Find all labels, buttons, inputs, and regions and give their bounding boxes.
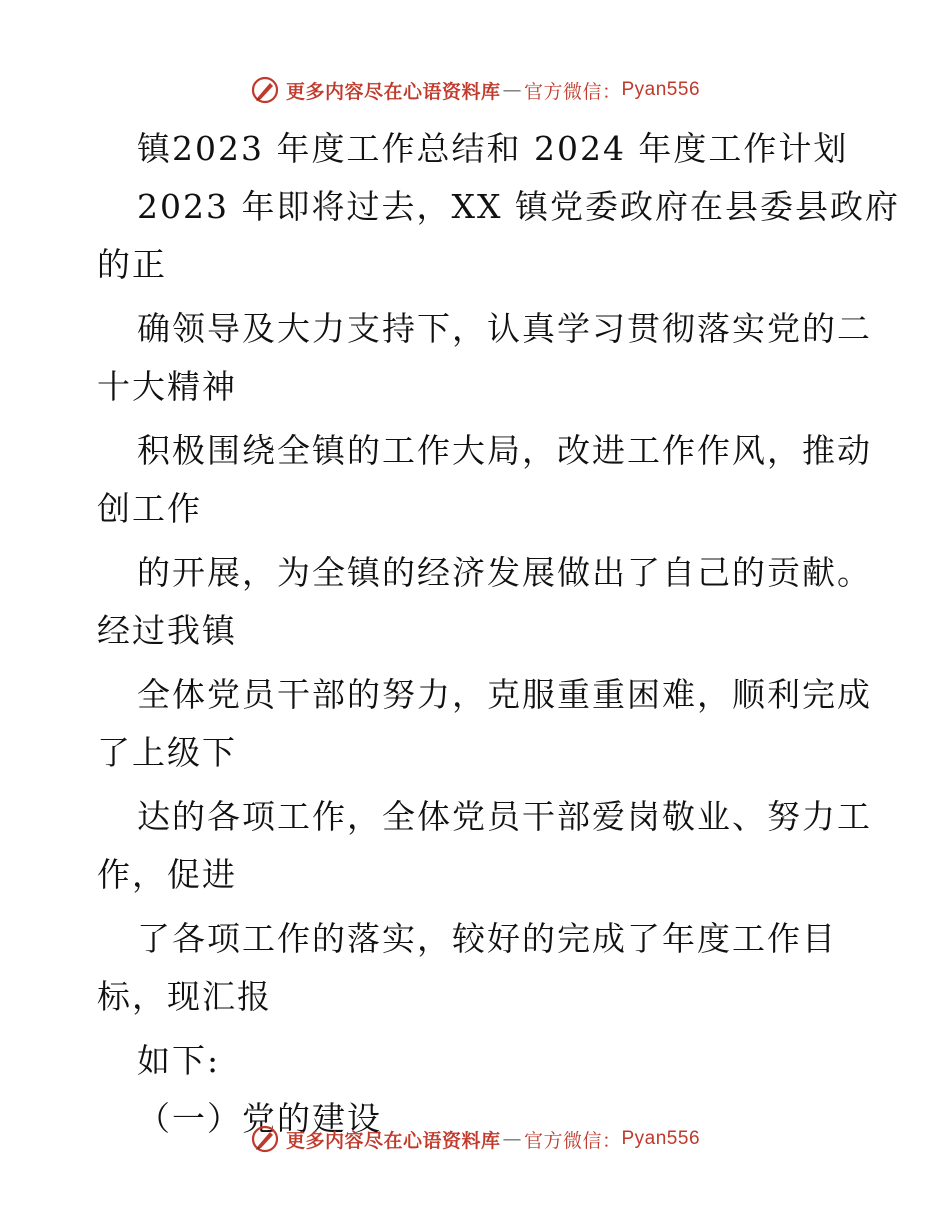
banner-wechat-id: Pyan556 bbox=[621, 79, 701, 100]
paragraph-line: 达的各项工作，全体党员干部爱岗敬业、努力工 bbox=[137, 797, 872, 836]
banner-separator: — bbox=[502, 79, 522, 101]
banner-brand-text: 更多内容尽在心语资料库 bbox=[285, 1129, 501, 1152]
paragraph-line: 的正 bbox=[97, 245, 167, 284]
paragraph-line: 积极围绕全镇的工作大局，改进工作作风，推动 bbox=[137, 431, 872, 470]
paragraph-line: 创工作 bbox=[97, 489, 202, 528]
document-body bbox=[97, 120, 900, 1148]
paragraph-line: 全体党员干部的努力，克服重重困难，顺利完成 bbox=[137, 675, 872, 714]
paragraph-line: 的开展，为全镇的经济发展做出了自己的贡献。 bbox=[137, 553, 872, 592]
paragraph-line: 了上级下 bbox=[97, 733, 237, 772]
banner-wechat-label: 官方微信： bbox=[523, 1129, 622, 1152]
paragraph-line: 确领导及大力支持下，认真学习贯彻落实党的二 bbox=[137, 309, 872, 348]
paragraph-line: 2023 年即将过去，XX 镇党委政府在县委县政府 bbox=[137, 187, 900, 226]
footer-watermark-banner bbox=[0, 1117, 950, 1161]
banner-wechat-label: 官方微信： bbox=[523, 80, 622, 103]
document-title: 镇2023 年度工作总结和 2024 年度工作计划 bbox=[137, 129, 849, 168]
paragraph-line: 经过我镇 bbox=[97, 611, 237, 650]
paragraph-line: 如下: bbox=[137, 1041, 221, 1080]
banner-separator: — bbox=[502, 1128, 522, 1150]
header-watermark-banner bbox=[0, 68, 950, 112]
paragraph-line: 十大精神 bbox=[97, 367, 237, 406]
paragraph-line: 作，促进 bbox=[97, 855, 237, 894]
pen-circle-logo-icon bbox=[250, 1124, 280, 1154]
paragraph-line: 标，现汇报 bbox=[97, 977, 272, 1016]
paragraph-line: 了各项工作的落实，较好的完成了年度工作目 bbox=[137, 919, 837, 958]
section-heading: （一）党的建设 bbox=[137, 1099, 382, 1138]
pen-circle-logo-icon bbox=[250, 75, 280, 105]
banner-brand-text: 更多内容尽在心语资料库 bbox=[285, 80, 501, 103]
banner-wechat-id: Pyan556 bbox=[621, 1128, 701, 1149]
